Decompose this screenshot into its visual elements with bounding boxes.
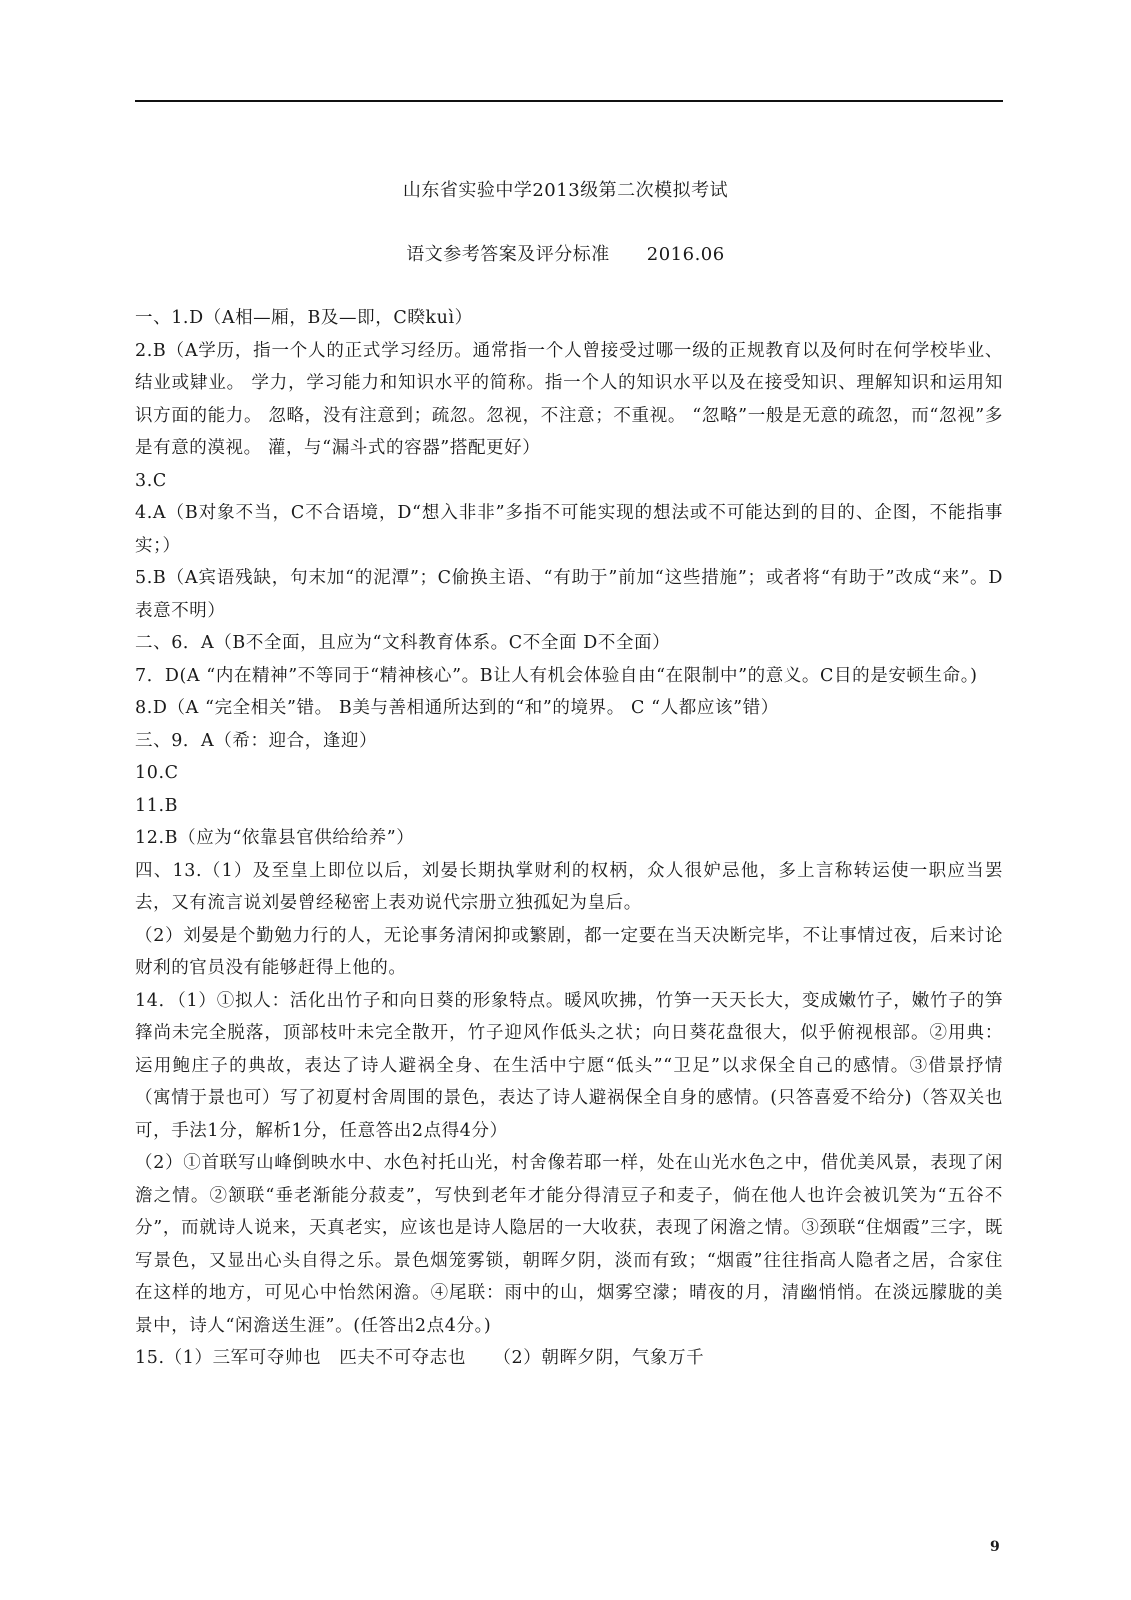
header-rule (135, 100, 1003, 102)
answer-line: 14．（1）①拟人：活化出竹子和向日葵的形象特点。暖风吹拂，竹笋一天天长大，变成嫩竹子，嫩竹子的笋箨尚未完全脱落，顶部枝叶未完全散开，竹子迎风作低头之状；向日葵花盘很大，似乎俯视根部。②用典：运用鲍庄子的典故，表达了诗人避祸全身、在生活中宁愿“低头”“卫足”以求保全自己的感情。③借景抒情（寓情于景也可）写了初夏村舍周围的景色，表达了诗人避祸保全自身的感情。(只答喜爱不给分)（答双关也可，手法1分，解析1分，任意答出2点得4分） (135, 990, 1003, 1141)
answer-line: 5.B（A宾语残缺，句末加“的泥潭”；C偷换主语、“有助于”前加“这些措施”；或者将“有助于”改成“来”。D表意不明） (135, 568, 1003, 621)
answer-line: 7．D(A “内在精神”不等同于“精神核心”。B让人有机会体验自由“在限制中”的意义。C目的是安顿生命。) (135, 665, 978, 686)
answer-body (135, 302, 1003, 1375)
answer-line: 2.B（A学历，指一个人的正式学习经历。通常指一个人曾接受过哪一级的正规教育以及何时在何学校毕业、结业或肄业。 学力，学习能力和知识水平的简称。指一个人的知识水平以及在接受知识、理解知识和运用知识方面的能力。 忽略，没有注意到；疏忽。忽视，不注意；不重视。 “忽略”一般是无意的疏忽，而“忽视”多是有意的漠视。 灌，与“漏斗式的容器”搭配更好） (135, 340, 1003, 458)
answer-line: 二、6．A（B不全面，且应为“文科教育体系。C不全面 D不全面） (135, 633, 671, 653)
answer-line: 4.A（B对象不当，C不合语境，D“想入非非”多指不可能实现的想法或不可能达到的目的、企图，不能指事实；） (135, 503, 1003, 556)
answer-line: 8.D（A “完全相关”错。 B美与善相通所达到的“和”的境界。 C “人都应该”错） (135, 698, 779, 718)
answer-line: 11.B (135, 795, 179, 816)
answer-line: （2）刘晏是个勤勉力行的人，无论事务清闲抑或繁剧，都一定要在当天决断完毕，不让事情过夜，后来讨论财利的官员没有能够赶得上他的。 (135, 925, 1003, 978)
answer-line: （2）①首联写山峰倒映水中、水色衬托山光，村舍像若耶一样，处在山光水色之中，借优美风景，表现了闲澹之情。②颔联“垂老渐能分菽麦”，写快到老年才能分得清豆子和麦子，倘在他人也许会被讥笑为“五谷不分”，而就诗人说来，天真老实，应该也是诗人隐居的一大收获，表现了闲澹之情。③颈联“住烟霞”三字，既写景色，又显出心头自得之乐。景色烟笼雾锁，朝晖夕阴，淡而有致；“烟霞”往往指高人隐者之居，合家住在这样的地方，可见心中怡然闲澹。④尾联：雨中的山，烟雾空濛；晴夜的月，清幽悄悄。在淡远朦胧的美景中，诗人“闲澹送生涯”。(任答出2点4分。) (135, 1153, 1003, 1336)
answer-line: 10.C (135, 763, 179, 783)
answer-line: 一、1.D（A相—厢，B及—即，C睽kuì） (135, 308, 473, 328)
page-number: 9 (990, 1539, 1000, 1555)
answer-line: 三、9．A（希：迎合，逢迎） (135, 730, 378, 751)
document-title: 山东省实验中学2013级第二次模拟考试 (402, 180, 729, 201)
answer-line: 四、13.（1）及至皇上即位以后，刘晏长期执掌财利的权柄，众人很妒忌他，多上言称转运使一职应当罢去，又有流言说刘晏曾经秘密上表劝说代宗册立独孤妃为皇后。 (135, 860, 1003, 913)
answer-line: 15.（1）三军可夺帅也 匹夫不可夺志也 （2）朝晖夕阴，气象万千 (135, 1348, 705, 1368)
document-subtitle: 语文参考答案及评分标准 2016.06 (406, 244, 725, 265)
answer-line: 12.B（应为“依靠县官供给给养”） (135, 828, 415, 848)
answer-line: 3.C (135, 470, 167, 491)
